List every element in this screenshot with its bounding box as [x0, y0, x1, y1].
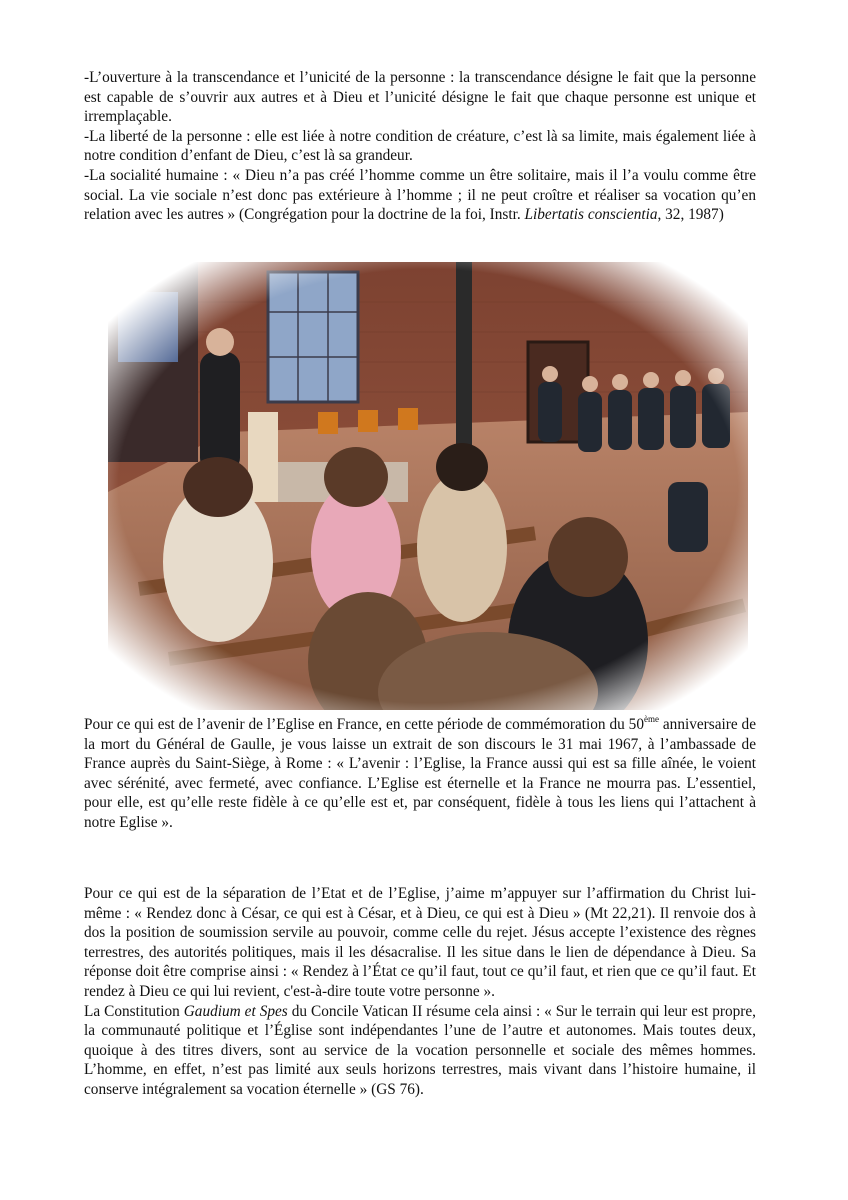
- text-block-avenir-eglise: [84, 715, 756, 833]
- paragraph-socialite: [84, 166, 756, 225]
- church-gathering-photo: [108, 262, 748, 710]
- socialite-text: -La socialité humaine : « Dieu n’a pas créé l’homme comme un être solitaire, mais il l’a voulu comme être social. La vie sociale n’est donc pas extérieure à l’homme ; il ne peut croître et réaliser sa vocation qu’en relation avec les autres » (Congrégation pour la doctrine de la foi, Instr.: [84, 166, 756, 224]
- paragraph-cesar: Pour ce qui est de la séparation de l’Etat et de l’Eglise, j’aime m’appuyer sur l’affirmation du Christ lui-même : « Rendez donc à César, ce qui est à César, et à Dieu, ce qui est à Dieu » (Mt 22,21). Il renvoie dos à dos la position de soumission servile au pouvoir, comme celle du rejet. Jésus accepte l’existence des règnes terrestres, des autorités politiques, mais il les désacralise. Il les situe dans le lien de dépendance à Dieu. Sa réponse doit être comprise ainsi : « Rendez à l’État ce qu’il faut, tout ce qu’il faut, et rien que ce qu’il faut. Et rendez à Dieu ce qui lui revient, c'est-à-dire toute votre personne ».: [84, 885, 756, 1000]
- superscript-eme: ème: [643, 713, 659, 724]
- paragraph-gaudium-et-spes: [84, 1002, 756, 1100]
- gaudium-text-start: La Constitution: [84, 1002, 184, 1020]
- paragraph-transcendance: -L’ouverture à la transcendance et l’unicité de la personne : la transcendance désigne le fait que la personne est capable de s’ouvrir aux autres et à Dieu et l’unicité désigne le fait que chaque personne est unique et irremplaçable.: [84, 69, 756, 126]
- gaudium-text-rest: du Concile Vatican II résume cela ainsi : « Sur le terrain qui leur est propre, la communauté politique et l’Église sont indépendantes l’une de l’autre et autonomes. Mais toutes deux, quoique à des titres divers, sont au service de la vocation personnelle et sociale des mêmes hommes. L’homme, en effet, n’est pas limité aux seuls horizons terrestres, mais vivant dans l’histoire humaine, il conserve intégralement sa vocation éternelle » (GS 76).: [84, 1002, 756, 1098]
- paragraph-de-gaulle: [84, 715, 756, 833]
- text-block-separation: [84, 884, 756, 1100]
- gaudium-title: Gaudium et Spes: [183, 1002, 288, 1020]
- text-block-personne: [84, 68, 756, 225]
- paragraph-liberte: -La liberté de la personne : elle est liée à notre condition de créature, c’est là sa limite, mais également liée à notre condition d’enfant de Dieu, c’est là sa grandeur.: [84, 127, 756, 165]
- de-gaulle-text-start: Pour ce qui est de l’avenir de l’Eglise en France, en cette période de commémoration du 50: [84, 716, 644, 733]
- de-gaulle-text-rest: anniversaire de la mort du Général de Gaulle, je vous laisse un extrait de son discours le 31 mai 1967, à l’ambassade de France auprès du Saint-Siège, à Rome : « L’avenir : l’Eglise, la France aussi qui est sa fille aînée, le voient avec sérénité, avec fermeté, avec confiance. L’Eglise est éternelle et la France ne mourra pas. L’essentiel, pour elle, est qu’elle reste fidèle à ce qu’elle est et, par conséquent, fidèle à tous les liens qui l’attachent à notre Eglise ».: [84, 716, 756, 831]
- socialite-citation-ref: , 32, 1987): [657, 206, 724, 224]
- socialite-citation-title: Libertatis conscientia: [524, 206, 658, 224]
